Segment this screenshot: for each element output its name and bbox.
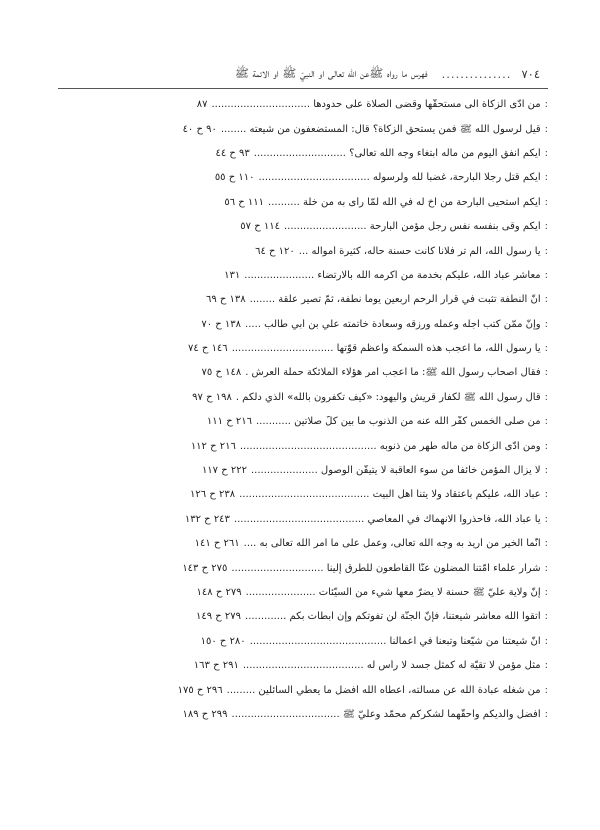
entry-marker: :: [544, 416, 548, 428]
list-item: [58, 556, 548, 580]
entry-text: من شغله عبادة الله عن مسالته، أعطاه الله أفضل ما يعطي السائلين .........: [226, 684, 541, 696]
entry-text: يا رسول الله، ما اعجب هذه السمكة واعظم قوّتها ................................: [231, 343, 541, 355]
entry-marker: :: [544, 123, 548, 135]
entry-marker: :: [544, 172, 548, 184]
header-dots: ...............: [441, 67, 512, 81]
entry-marker: :: [544, 318, 548, 330]
entry-marker: :: [544, 465, 548, 477]
list-item: [58, 386, 548, 410]
entry-marker: :: [544, 367, 548, 379]
list-item: [58, 508, 548, 532]
list-item: [58, 605, 548, 629]
index-list: [58, 93, 548, 727]
entry-text: مثل مؤمن لا تقيّة له كمثل جسد لا رأس له ......................................: [242, 660, 541, 672]
list-item: [58, 215, 548, 239]
entry-reference: ٢٢٢ ح ١١٧: [201, 465, 247, 477]
list-item: [58, 166, 548, 190]
entry-reference: ٢٩١ ح ١٦٣: [193, 660, 239, 672]
entry-reference: ١٣٨ ح ٧٠: [201, 318, 242, 330]
entry-text: يا رسول الله، الم تر فلاناً كانت حسنة حاله، كثيرة أمواله ...: [298, 245, 541, 257]
list-item: [58, 434, 548, 458]
entry-reference: ٢١٦ ح ١١١: [206, 416, 252, 428]
entry-marker: :: [544, 196, 548, 208]
entry-text: إنّ ولاية عليّ ﷺ حسنة لا يضرّ معها شيء من السيّئات ......................: [245, 587, 541, 598]
entry-text: من ادّى الزكاة الى مستحقّها وقضى الصلاة على حدودها ...............................: [211, 99, 541, 111]
entry-marker: :: [544, 684, 548, 696]
entry-text: شرار علماء امّتنا المضلّون عنّا القاطعون للطرق إلينا .............................: [231, 562, 541, 574]
entry-text: انّ شيعتنا من شيّعنا وتبعنا في أعمالنا ...........................................: [249, 635, 541, 647]
list-item: [58, 142, 548, 166]
entry-reference: ١١٤ ح ٥٧: [240, 221, 280, 233]
entry-marker: :: [544, 294, 548, 306]
list-item: [58, 264, 548, 288]
entry-text: أيكم استحيى البارحة من اخ له في الله لمّا رأى به من خلّة ..........: [268, 196, 541, 208]
list-item: [58, 459, 548, 483]
list-item: [58, 313, 548, 337]
list-item: [58, 288, 548, 312]
entry-reference: ٢٧٥ ح ١٤٣: [182, 562, 228, 574]
list-item: [58, 630, 548, 654]
entry-text: عباد الله، عليكم باعتقاد ولا يتنا أهل البيت .........................................: [239, 489, 541, 501]
list-item: [58, 654, 548, 678]
entry-reference: ٢٧٩ ح ١٤٨: [196, 587, 242, 598]
entry-marker: :: [544, 587, 548, 598]
list-item: [58, 483, 548, 507]
entry-reference: ١٢٠ ح ٦٤: [255, 245, 295, 257]
entry-marker: :: [544, 538, 548, 550]
list-item: [58, 239, 548, 263]
list-item: [58, 581, 548, 605]
list-item: [58, 191, 548, 215]
entry-marker: :: [544, 562, 548, 574]
entry-marker: :: [544, 513, 548, 525]
entry-reference: ٢١٦ ح ١١٢: [190, 440, 236, 452]
entry-text: انّ النطفة تثبت في قرار الرحم اربعين يوماً نطفة، ثمّ تصير علقة ........: [249, 294, 541, 306]
page-header: [80, 64, 540, 84]
entry-reference: ٢٣٨ ح ١٢٦: [190, 489, 236, 501]
entry-text: من صلّى الخمس كفّر الله عنه من الذنوب ما بين كلّ صلاتين ...........: [255, 416, 541, 428]
entry-text: لا يزال المؤمن خائفاً من سوء العاقبة لا يتيقّن الوصول .....................: [251, 465, 541, 477]
entry-marker: :: [544, 269, 548, 281]
list-item: [58, 117, 548, 141]
entry-text: معاشر عباد الله، عليكم بخدمة من اكرمه الله بالارتضاء ......................: [244, 269, 541, 281]
list-item: [58, 532, 548, 556]
entry-reference: ٨٧: [196, 99, 208, 111]
entry-text: أيكم قتل رجلا البارحة، غضباً لله ولرسوله ...................................: [258, 172, 541, 184]
entry-reference: ٢٧٩ ح ١٤٩: [195, 611, 242, 623]
entry-text: ومن ادّى الزكاة من ماله طهر من ذنوبه ...........................................: [239, 440, 541, 452]
page-number: ٧٠٤: [521, 67, 540, 81]
entry-text: فقال اصحاب رسول الله ﷺ: ما اعجب امر هؤلاء الملائكة حملة العرش .: [245, 367, 541, 379]
entry-text: أيكم انفق اليوم من ماله ابتغاء وجه الله تعالى؟ .............................: [253, 147, 541, 159]
entry-reference: ١١٠ ح ٥٥: [214, 172, 255, 184]
entry-reference: ٢٤٣ ح ١٣٢: [184, 513, 230, 525]
list-item: [58, 703, 548, 727]
entry-text: أفضل والديكم واحقّهما لشكركم محمّد وعليّ ﷺ ..................................: [231, 708, 541, 720]
entry-reference: ١٩٨ ح ٩٧: [192, 391, 232, 403]
entry-text: يا عباد الله، فاحذروا الانهماك في المعاصي .........................................: [233, 513, 541, 525]
list-item: [58, 93, 548, 117]
entry-marker: :: [544, 391, 548, 403]
entry-marker: :: [544, 99, 548, 111]
entry-text: قال رسول الله ﷺ لكفار قريش واليهود: «كيف تكفرون بالله» الّذي دلّكم .: [235, 391, 541, 403]
entry-text: اتقوا الله معاشر شيعتنا، فإنّ الجنّة لن تفوتكم وإن ابطأت بكم .............: [245, 611, 541, 623]
entry-reference: ٢٦١ ح ١٤١: [194, 538, 240, 550]
list-item: [58, 410, 548, 434]
entry-reference: ٢٩٦ ح ١٧٥: [177, 684, 223, 696]
entry-marker: :: [544, 245, 548, 257]
list-item: [58, 361, 548, 385]
entry-text: قيل لرسول الله ﷺ فمن يستحق الزكاة؟ قال: المستضعفون من شيعته ........: [220, 123, 541, 135]
list-item: [58, 678, 548, 702]
entry-reference: ١١١ ح ٥٦: [224, 196, 265, 208]
entry-marker: :: [544, 635, 548, 647]
entry-marker: :: [544, 343, 548, 355]
entry-reference: ١٣٨ ح ٦٩: [205, 294, 246, 306]
list-item: [58, 337, 548, 361]
entry-marker: :: [544, 147, 548, 159]
entry-reference: ٩٠ ح ٤٠: [182, 123, 217, 135]
header-rule: [58, 88, 548, 89]
entry-reference: ٩٣ ح ٤٤: [215, 147, 250, 159]
entry-marker: :: [544, 489, 548, 501]
entry-marker: :: [544, 221, 548, 233]
entry-text: وإنّ ممّن كتب اجله وعمله ورزقه وسعادة خاتمته علي بن أبي طالب .....: [245, 318, 541, 330]
entry-reference: ١٤٨ ح ٧٥: [201, 367, 242, 379]
entry-marker: :: [544, 440, 548, 452]
entry-reference: ١٤٦ ح ٧٤: [188, 343, 228, 355]
entry-marker: :: [544, 708, 548, 720]
entry-marker: :: [544, 611, 548, 623]
entry-marker: :: [544, 660, 548, 672]
entry-reference: ٢٩٩ ح ١٨٩: [182, 708, 228, 720]
entry-reference: ٢٨٠ ح ١٥٠: [200, 635, 246, 647]
entry-text: أيكم وقى بنفسه نفس رجل مؤمن البارحة ..........................: [283, 221, 541, 233]
entry-text: انّما الخير من أريد به وجه الله تعالى، وعمل على ما امر الله تعالى به ....: [243, 538, 541, 550]
header-title: فهرس ما رواه ﷺعن الله تعالى او النبيّ ﷺ او الائمة ﷺ: [234, 65, 428, 80]
entry-reference: ١٣١: [224, 269, 241, 281]
